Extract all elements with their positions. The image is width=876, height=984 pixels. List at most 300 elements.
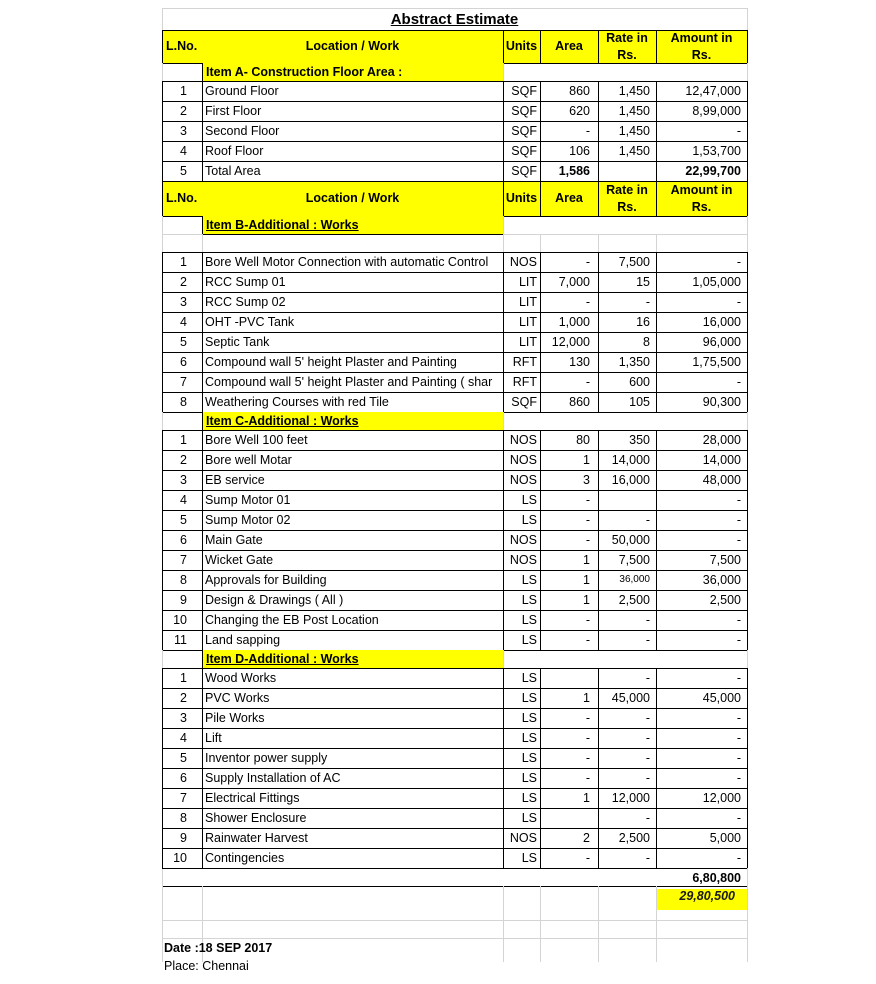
grid-line (540, 886, 541, 920)
column-border (747, 121, 748, 141)
row-rate: - (645, 850, 650, 865)
row-rate: - (645, 294, 650, 309)
column-border (598, 332, 599, 352)
row-location: First Floor (205, 103, 262, 118)
row-number: 7 (180, 790, 187, 805)
column-border (503, 430, 504, 450)
column-border (540, 470, 541, 490)
row-location: OHT -PVC Tank (205, 314, 295, 329)
column-border (598, 728, 599, 748)
row-number: 3 (180, 294, 187, 309)
row-unit: LS (521, 512, 537, 527)
column-border (656, 372, 657, 392)
row-area: 1 (583, 452, 590, 467)
header-rate: Rate in Rs. (606, 183, 648, 214)
column-border (540, 728, 541, 748)
row-location: Pile Works (205, 710, 265, 725)
column-border (503, 352, 504, 372)
grid-line (747, 886, 748, 920)
row-unit: SQF (511, 83, 537, 98)
row-unit: LS (521, 690, 537, 705)
column-border (656, 668, 657, 688)
column-border (540, 312, 541, 332)
row-area: 130 (569, 354, 590, 369)
row-unit: SQF (511, 103, 537, 118)
column-border (540, 630, 541, 650)
column-border (162, 332, 163, 352)
column-border (540, 668, 541, 688)
row-rate: - (645, 612, 650, 627)
row-location: Bore Well 100 feet (205, 432, 308, 447)
column-border (747, 808, 748, 828)
row-number: 5 (180, 334, 187, 349)
row-amount: - (736, 532, 741, 547)
row-area: 620 (569, 103, 590, 118)
row-area: 860 (569, 83, 590, 98)
column-border (503, 748, 504, 768)
row-location: Bore Well Motor Connection with automatic Control (205, 254, 489, 269)
row-amount: 1,75,500 (692, 354, 741, 369)
row-number: 5 (180, 512, 187, 527)
row-amount: - (736, 492, 741, 507)
column-border (162, 788, 163, 808)
grid-line (747, 920, 748, 962)
row-amount: 1,05,000 (692, 274, 741, 289)
row-amount: 14,000 (702, 452, 741, 467)
column-border (162, 848, 163, 868)
column-border (540, 510, 541, 530)
row-area: - (585, 374, 590, 389)
column-border (598, 470, 599, 490)
column-border (598, 828, 599, 848)
column-border (503, 570, 504, 590)
column-border (598, 292, 599, 312)
column-border (747, 312, 748, 332)
row-unit: LS (521, 850, 537, 865)
header-area: Area (555, 39, 583, 54)
column-border (202, 490, 203, 510)
column-border (162, 748, 163, 768)
row-area: - (585, 770, 590, 785)
row-area: 80 (576, 432, 590, 447)
row-rate: 1,450 (618, 103, 650, 118)
row-location: Lift (205, 730, 222, 745)
row-location: RCC Sump 02 (205, 294, 286, 309)
row-amount: 90,300 (702, 394, 741, 409)
grid-line (162, 216, 163, 234)
column-border (747, 630, 748, 650)
column-border (503, 728, 504, 748)
row-rate: 50,000 (611, 532, 650, 547)
row-rate: 8 (643, 334, 650, 349)
row-location: Contingencies (205, 850, 285, 865)
row-number: 2 (180, 452, 187, 467)
row-area: 1 (583, 790, 590, 805)
row-amount: - (736, 850, 741, 865)
column-border (747, 430, 748, 450)
row-unit: NOS (509, 532, 537, 547)
row-unit: SQF (511, 123, 537, 138)
column-border (503, 450, 504, 470)
column-border (162, 312, 163, 332)
row-rate: 1,450 (618, 123, 650, 138)
grid-line (747, 650, 748, 668)
column-border (503, 610, 504, 630)
column-border (540, 292, 541, 312)
column-border (162, 490, 163, 510)
column-border (747, 352, 748, 372)
grid-line (202, 886, 203, 920)
column-border (598, 392, 599, 412)
row-unit: SQF (511, 394, 537, 409)
grid-line (747, 63, 748, 81)
column-border (598, 490, 599, 510)
column-border (656, 292, 657, 312)
row-unit: RFT (512, 374, 537, 389)
row-amount: - (736, 612, 741, 627)
column-border (162, 590, 163, 610)
column-border (540, 81, 541, 101)
row-unit: LS (521, 592, 537, 607)
row-unit: LS (521, 770, 537, 785)
column-border (747, 748, 748, 768)
row-border (162, 886, 747, 887)
header-units: Units (505, 191, 538, 206)
column-border (162, 728, 163, 748)
row-rate: - (645, 710, 650, 725)
column-border (598, 141, 599, 161)
row-area: - (585, 612, 590, 627)
row-area: - (585, 492, 590, 507)
row-rate: 350 (629, 432, 650, 447)
row-area (540, 808, 598, 828)
column-border (747, 141, 748, 161)
row-number: 3 (180, 710, 187, 725)
row-location: Wood Works (205, 670, 277, 685)
grid-line (503, 216, 504, 234)
column-border (598, 630, 599, 650)
column-border (747, 101, 748, 121)
column-border (162, 470, 163, 490)
column-border (747, 768, 748, 788)
row-unit: NOS (509, 254, 537, 269)
column-border (747, 161, 748, 181)
row-location: Roof Floor (205, 143, 264, 158)
column-border (162, 668, 163, 688)
row-location: Electrical Fittings (205, 790, 300, 805)
column-border (747, 728, 748, 748)
row-unit: LS (521, 810, 537, 825)
column-border (747, 848, 748, 868)
row-rate: 36,000 (619, 574, 650, 585)
row-amount: 5,000 (709, 830, 741, 845)
column-border (656, 748, 657, 768)
row-number: 1 (180, 670, 187, 685)
row-rate: - (645, 730, 650, 745)
row-location: Supply Installation of AC (205, 770, 341, 785)
column-border (598, 252, 599, 272)
row-rate: 15 (636, 274, 650, 289)
grid-line (747, 412, 748, 430)
column-border (656, 272, 657, 292)
column-border (202, 630, 203, 650)
row-area: 1 (583, 572, 590, 587)
section-heading: Item C-Additional : Works (206, 413, 359, 428)
row-area (540, 668, 598, 688)
section-heading: Item D-Additional : Works (206, 651, 359, 666)
row-number: 8 (180, 810, 187, 825)
header-units: Units (505, 39, 538, 54)
row-area: - (585, 710, 590, 725)
row-number: 5 (180, 750, 187, 765)
row-location: Compound wall 5' height Plaster and Painting ( shar (205, 374, 493, 389)
row-amount: - (736, 670, 741, 685)
footer-place: Place: Chennai (164, 958, 249, 973)
column-border (202, 392, 203, 412)
column-border (503, 272, 504, 292)
row-rate: 16,000 (611, 472, 650, 487)
column-border (162, 768, 163, 788)
column-border (598, 372, 599, 392)
column-border (503, 550, 504, 570)
column-border (540, 332, 541, 352)
column-border (598, 788, 599, 808)
column-border (656, 788, 657, 808)
column-border (747, 788, 748, 808)
column-border (202, 101, 203, 121)
column-border (162, 550, 163, 570)
column-border (162, 510, 163, 530)
grid-line (598, 886, 599, 920)
column-border (503, 470, 504, 490)
row-location: PVC Works (205, 690, 270, 705)
row-rate: 1,450 (618, 83, 650, 98)
column-border (202, 788, 203, 808)
column-border (503, 848, 504, 868)
column-border (747, 272, 748, 292)
column-border (656, 510, 657, 530)
column-border (202, 272, 203, 292)
row-unit: NOS (509, 472, 537, 487)
column-border (202, 252, 203, 272)
column-border (656, 590, 657, 610)
row-area: - (585, 512, 590, 527)
column-border (540, 101, 541, 121)
column-border (162, 161, 163, 181)
column-border (503, 828, 504, 848)
column-border (656, 570, 657, 590)
column-border (202, 708, 203, 728)
row-number: 4 (180, 314, 187, 329)
row-rate: - (645, 810, 650, 825)
column-border (162, 352, 163, 372)
column-border (540, 490, 541, 510)
column-border (656, 141, 657, 161)
grid-line (162, 63, 163, 81)
row-location: EB service (205, 472, 265, 487)
column-border (202, 81, 203, 101)
column-border (747, 668, 748, 688)
column-border (747, 470, 748, 490)
row-area: 3 (583, 472, 590, 487)
row-rate: 7,500 (618, 552, 650, 567)
column-border (598, 510, 599, 530)
column-border (202, 668, 203, 688)
row-amount: 2,500 (709, 592, 741, 607)
column-border (656, 828, 657, 848)
column-border (656, 392, 657, 412)
row-rate: 2,500 (618, 830, 650, 845)
column-border (162, 81, 163, 101)
row-location: Sump Motor 02 (205, 512, 291, 527)
row-rate: 7,500 (618, 254, 650, 269)
column-border (747, 450, 748, 470)
column-border (202, 848, 203, 868)
row-unit: LS (521, 492, 537, 507)
column-border (598, 550, 599, 570)
row-location: Compound wall 5' height Plaster and Painting (205, 354, 457, 369)
row-border (202, 234, 503, 235)
row-number: 9 (180, 592, 187, 607)
row-area: 2 (583, 830, 590, 845)
column-border (162, 688, 163, 708)
column-border (598, 570, 599, 590)
column-border (540, 392, 541, 412)
row-number: 3 (180, 472, 187, 487)
column-border (162, 141, 163, 161)
row-number: 10 (173, 612, 187, 627)
column-border (540, 121, 541, 141)
column-border (162, 808, 163, 828)
column-border (598, 590, 599, 610)
row-unit: LS (521, 750, 537, 765)
column-border (503, 708, 504, 728)
column-border (747, 372, 748, 392)
column-border (747, 570, 748, 590)
row-unit: LS (521, 632, 537, 647)
row-location: Weathering Courses with red Tile (205, 394, 389, 409)
row-rate: 16 (636, 314, 650, 329)
column-border (503, 808, 504, 828)
column-border (540, 161, 541, 181)
row-unit: LS (521, 670, 537, 685)
column-border (162, 252, 163, 272)
column-border (202, 312, 203, 332)
row-unit: LS (521, 730, 537, 745)
column-border (747, 252, 748, 272)
column-border (540, 272, 541, 292)
column-border (540, 570, 541, 590)
row-unit: LS (521, 710, 537, 725)
column-border (162, 530, 163, 550)
column-border (540, 141, 541, 161)
column-border (162, 828, 163, 848)
column-border (747, 610, 748, 630)
row-rate: - (645, 670, 650, 685)
column-border (202, 141, 203, 161)
row-number: 7 (180, 552, 187, 567)
column-border (162, 272, 163, 292)
column-border (747, 590, 748, 610)
column-border (202, 430, 203, 450)
column-border (540, 430, 541, 450)
row-area: 106 (569, 143, 590, 158)
row-location: Sump Motor 01 (205, 492, 291, 507)
column-border (503, 768, 504, 788)
column-border (656, 81, 657, 101)
column-border (202, 292, 203, 312)
column-border (598, 121, 599, 141)
subtotal-amount: 6,80,800 (692, 870, 741, 885)
column-border (162, 121, 163, 141)
column-border (656, 630, 657, 650)
row-rate: - (645, 750, 650, 765)
row-amount: - (736, 123, 741, 138)
column-border (503, 530, 504, 550)
column-border (202, 510, 203, 530)
row-amount: 8,99,000 (692, 103, 741, 118)
column-border (656, 312, 657, 332)
column-border (598, 450, 599, 470)
column-border (656, 101, 657, 121)
column-border (747, 490, 748, 510)
grid-line (656, 886, 657, 920)
row-area: 1 (583, 690, 590, 705)
row-location: Design & Drawings ( All ) (205, 592, 344, 607)
grid-line (747, 234, 748, 252)
row-unit: NOS (509, 830, 537, 845)
column-border (503, 101, 504, 121)
section-heading: Item B-Additional : Works (206, 217, 359, 232)
column-border (540, 828, 541, 848)
row-number: 4 (180, 730, 187, 745)
row-number: 8 (180, 394, 187, 409)
column-border (540, 590, 541, 610)
row-amount: - (736, 730, 741, 745)
column-border (540, 768, 541, 788)
column-border (598, 101, 599, 121)
column-border (540, 252, 541, 272)
row-area: 1,000 (558, 314, 590, 329)
grid-line (503, 920, 504, 962)
column-border (656, 768, 657, 788)
column-border (162, 450, 163, 470)
row-amount: - (736, 374, 741, 389)
row-area: 12,000 (551, 334, 590, 349)
row-area: - (585, 294, 590, 309)
column-border (202, 570, 203, 590)
row-rate (598, 161, 656, 181)
row-location: Septic Tank (205, 334, 270, 349)
row-location: Main Gate (205, 532, 263, 547)
grid-line (503, 412, 504, 430)
row-amount: 1,53,700 (692, 143, 741, 158)
column-border (540, 848, 541, 868)
column-border (747, 708, 748, 728)
column-border (202, 121, 203, 141)
header-lno: L.No. (166, 191, 198, 206)
row-amount: 36,000 (702, 572, 741, 587)
column-border (540, 688, 541, 708)
row-area: 1,586 (558, 163, 590, 178)
row-number: 7 (180, 374, 187, 389)
row-location: Rainwater Harvest (205, 830, 308, 845)
column-border (503, 668, 504, 688)
column-border (503, 688, 504, 708)
header-location: Location / Work (305, 191, 400, 206)
header-amount: Amount in Rs. (670, 183, 733, 214)
column-border (747, 332, 748, 352)
